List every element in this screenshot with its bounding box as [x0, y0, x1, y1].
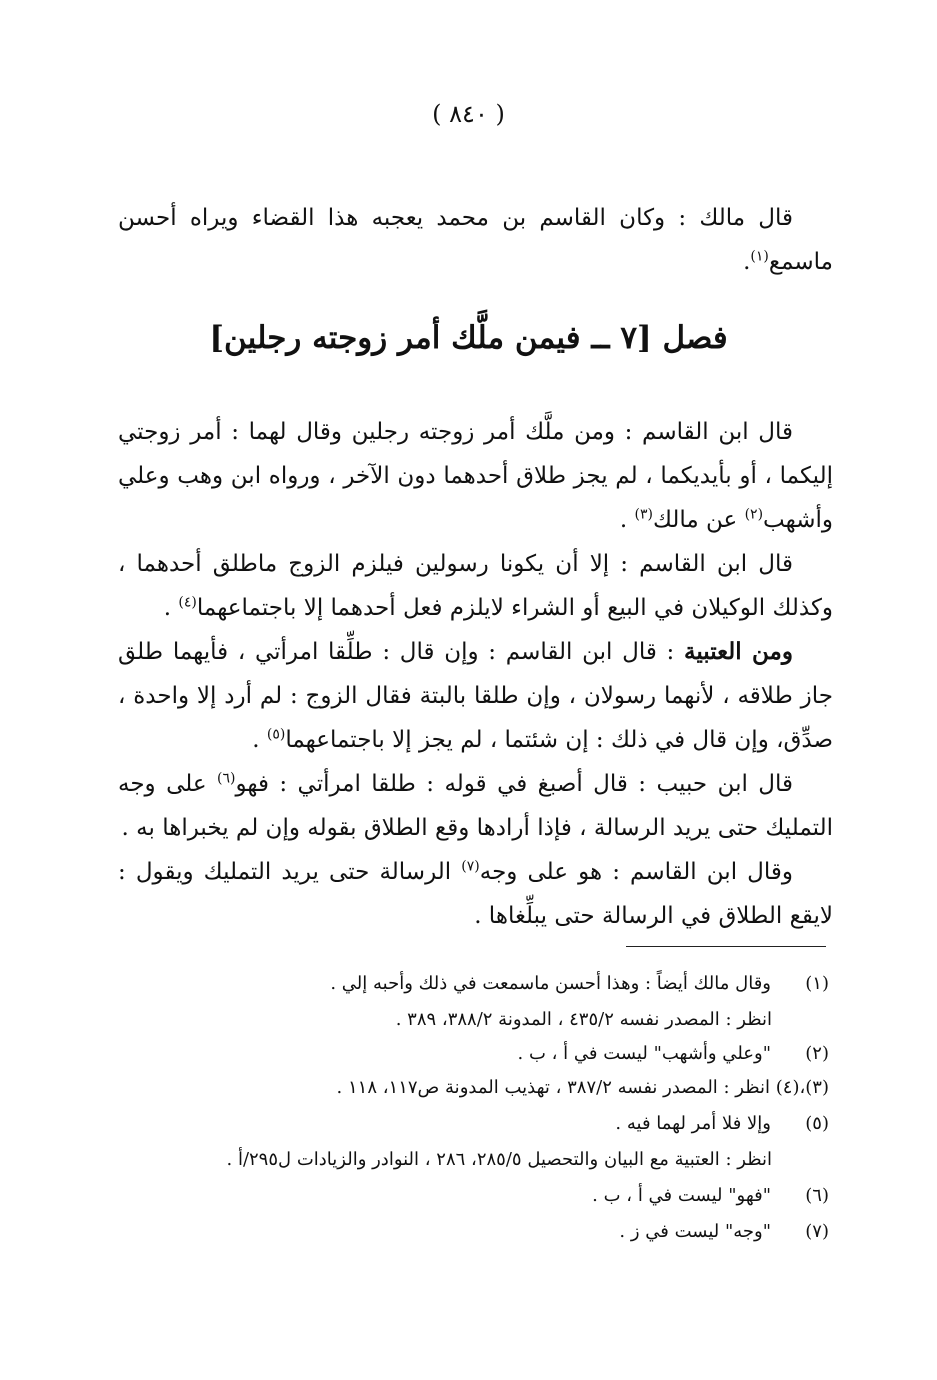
paragraph-text: على وجه التمليك حتى يريد الرسالة ، فإذا أرادها وقع الطلاق بقوله وإن لم يخبراها به .: [118, 771, 833, 841]
footnote-2: [518, 1042, 830, 1066]
footnote-ref: (٢): [744, 506, 764, 523]
paragraph-text: : قال ابن القاسم : وإن قال : طلِّقا امرأتي ، فأيهما طلق جاز طلاقه ، لأنهما رسولان ، وإن طلقا بالبتة فقال الزوج : لم أرد إلا واحدة ، صدِّق، وإن قال في ذلك : إن شئتما ، لم يجز إلا باجتماعهما: [118, 639, 833, 753]
footnote-number: (٧): [805, 1221, 829, 1242]
paragraph-text: قال ابن القاسم : إلا أن يكونا رسولين فيلزم الزوج ماطلق أحدهما ، وكذلك الوكيلان في البيع أو الشراء لايلزم فعل أحدهما إلا باجتماعهما: [118, 551, 833, 621]
footnote-ref: (٦): [217, 770, 236, 787]
paragraph-text: وقال ابن القاسم : هو على وجه: [479, 859, 793, 885]
footnote-5: [615, 1112, 829, 1136]
paragraph-text: .: [163, 595, 179, 621]
footnote-text: وقال مالك أيضاً : وهذا أحسن ماسمعت في ذلك وأحبه إلي .: [330, 973, 771, 994]
footnote-number: (١): [805, 973, 829, 994]
body-paragraph: [118, 410, 833, 542]
footnote-ref: (٣): [634, 506, 653, 523]
footnote-1-continuation: انظر : المصدر نفسه ٤٣٥/٢ ، المدونة ٣٨٨/٢، ٣٨٩ .: [395, 1009, 772, 1030]
footnote-text: "وجه" ليست في ز .: [619, 1221, 771, 1242]
footnote-1: [330, 972, 829, 996]
footnote-number: (٢): [805, 1043, 829, 1064]
footnote-text: "وعلي وأشهب" ليست في أ ، ب .: [517, 1043, 771, 1064]
footnote-number: (٦): [805, 1185, 829, 1206]
body-paragraph: [118, 630, 833, 762]
section-title: فصل [٧ ــ فيمن ملَّك أمر زوجته رجلين]: [209, 320, 728, 356]
intro-text: قال مالك : وكان القاسم بن محمد يعجبه هذا القضاء ويراه أحسن ماسمع: [118, 205, 833, 275]
footnote-separator: [626, 946, 826, 947]
footnote-6: [592, 1184, 829, 1208]
footnote-ref: (٤): [178, 594, 197, 611]
footnote-7: [619, 1220, 829, 1244]
intro-end: .: [743, 249, 751, 275]
page-number: ( ٨٤٠ ): [432, 100, 505, 128]
paragraph-text: .: [252, 727, 267, 753]
footnote-ref: (١): [750, 248, 769, 265]
footnote-text: "فهو" ليست في أ ، ب .: [592, 1185, 771, 1206]
paragraph-text: الرسالة حتى يريد التمليك ويقول : لايقع الطلاق في الرسالة حتى يبلِّغاها .: [118, 859, 833, 929]
body-paragraph: [118, 850, 833, 938]
paragraph-text: .: [619, 507, 635, 533]
footnote-text: وإلا فلا أمر لهما فيه .: [615, 1113, 771, 1134]
body-paragraph: [118, 762, 833, 850]
intro-paragraph: [118, 196, 833, 284]
paragraph-lead: ومن العتبية: [684, 638, 793, 665]
body-paragraph: [118, 542, 833, 630]
paragraph-text: قال ابن القاسم : ومن ملَّك أمر زوجته رجلين وقال لهما : أمر زوجتي إليكما ، أو بأيديكما ، لم يجز طلاق أحدهما دون الآخر ، ورواه ابن وهب وعلي وأشهب: [118, 419, 833, 533]
footnote-ref: (٥): [266, 726, 286, 743]
paragraph-text: عن مالك: [652, 507, 745, 533]
footnote-3-4: (٣)،(٤) انظر : المصدر نفسه ٣٨٧/٢ ، تهذيب المدونة ص١١٧، ١١٨ .: [336, 1077, 829, 1098]
footnote-number: (٥): [805, 1113, 829, 1134]
paragraph-text: قال ابن حبيب : قال أصبغ في قوله : طلقا امرأتي : فهو: [235, 771, 793, 797]
footnote-ref: (٧): [461, 858, 480, 875]
footnote-5-continuation: انظر : العتبية مع البيان والتحصيل ٢٨٥/٥، ٢٨٦ ، النوادر والزيادات ل٢٩٥/أ .: [226, 1149, 772, 1170]
